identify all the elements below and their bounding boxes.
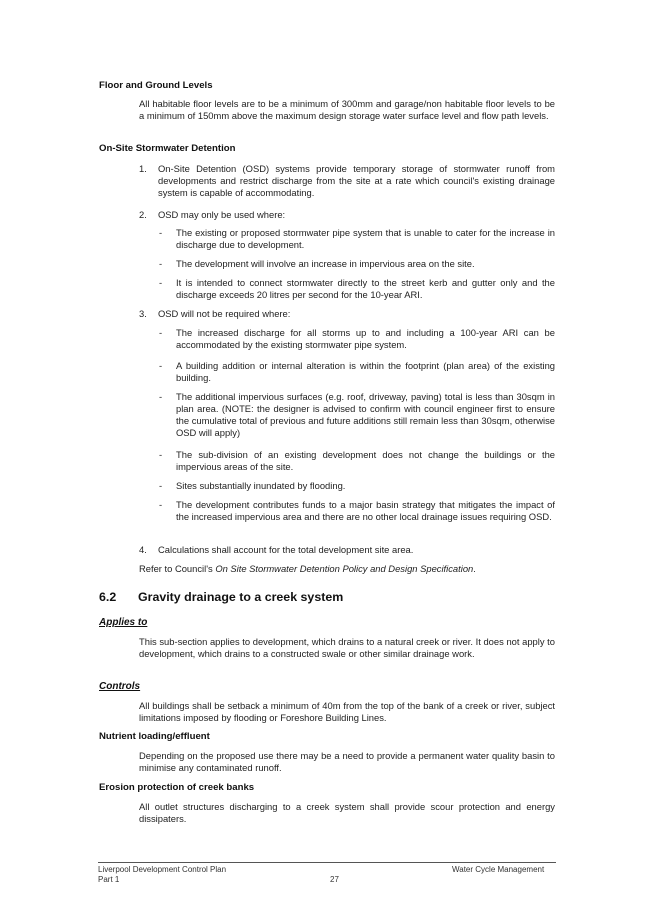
osd-reference <box>139 563 555 575</box>
osd-heading: On-Site Stormwater Detention <box>99 143 236 154</box>
osd-reference-prefix: Refer to Council's <box>139 563 216 574</box>
bullet-dash: - <box>159 360 163 371</box>
osd-item-2-text: OSD may only be used where: <box>158 209 286 220</box>
bullet-dash: - <box>159 227 163 238</box>
applies-to-text: This sub-section applies to development, which drains to a natural creek or river. It does not apply to development, which drains to a constructed swale or other similar drainage work. <box>139 636 555 659</box>
applies-to-heading: Applies to <box>99 617 148 628</box>
osd-item-2-number: 2. <box>139 209 147 220</box>
footer-chapter: Water Cycle Management <box>452 865 545 874</box>
osd-item-3-number: 3. <box>139 308 147 319</box>
bullet-dash: - <box>159 258 163 269</box>
osd-where-bullet-3: It is intended to connect stormwater directly to the street kerb and gutter only and the discharge exceeds 20 litres per second for the 10-year ARI. <box>176 277 555 300</box>
osd-item-4-number: 4. <box>139 544 147 555</box>
erosion-text: All outlet structures discharging to a creek system shall provide scour protection and energy dissipaters. <box>139 801 555 824</box>
controls-text: All buildings shall be setback a minimum of 40m from the top of the bank of a creek or river, subject limitations imposed by flooding or Foreshore Building Lines. <box>139 700 555 723</box>
nutrient-heading: Nutrient loading/effluent <box>99 731 210 742</box>
osd-not-required-bullet-6: The development contributes funds to a major basin strategy that mitigates the impact of the increased impervious area and there are no other local drainage issues requiring OSD. <box>176 499 555 522</box>
osd-not-required-bullet-5: Sites substantially inundated by flooding. <box>176 480 346 491</box>
osd-item-1-text: On-Site Detention (OSD) systems provide temporary storage of stormwater runoff from developments and restrict discharge from the site at a rate which council's existing drainage system is capable of accommodating. <box>158 163 555 198</box>
footer-part: Part 1 <box>98 875 120 884</box>
bullet-dash: - <box>159 480 163 491</box>
section-number: 6.2 <box>99 590 117 604</box>
footer-rule <box>98 862 556 863</box>
osd-not-required-bullet-2: A building addition or internal alteration is within the footprint (plan area) of the existing building. <box>176 360 555 383</box>
bullet-dash: - <box>159 499 163 510</box>
bullet-dash: - <box>159 277 163 288</box>
nutrient-text: Depending on the proposed use there may be a need to provide a permanent water quality basin to minimise any contaminated runoff. <box>139 750 555 773</box>
osd-not-required-bullet-3: The additional impervious surfaces (e.g. roof, driveway, paving) total is less than 30sqm in plan area. (NOTE: the designer is advised to confirm with council engineer first to ensure the cumulative total of previous and future additions still remain less than 30sqm, otherwise OSD will apply) <box>176 391 555 438</box>
bullet-dash: - <box>159 449 163 460</box>
section-title: Gravity drainage to a creek system <box>138 590 344 604</box>
osd-item-4-text: Calculations shall account for the total development site area. <box>158 544 414 555</box>
floor-levels-text: All habitable floor levels are to be a minimum of 300mm and garage/non habitable floor levels to be a minimum of 150mm above the maximum design storage water surface level and flow path levels. <box>139 98 555 121</box>
page-number: 27 <box>330 875 339 884</box>
osd-reference-title: On Site Stormwater Detention Policy and Design Specification <box>215 563 474 574</box>
osd-item-1-number: 1. <box>139 163 147 174</box>
bullet-dash: - <box>159 391 163 402</box>
osd-reference-suffix: . <box>473 563 476 574</box>
osd-not-required-bullet-1: The increased discharge for all storms up to and including a 100-year ARI can be accommodated by the existing stormwater pipe system. <box>176 327 555 350</box>
bullet-dash: - <box>159 327 163 338</box>
osd-where-bullet-2: The development will involve an increase in impervious area on the site. <box>176 258 475 269</box>
floor-levels-heading: Floor and Ground Levels <box>99 80 213 91</box>
osd-item-3-text: OSD will not be required where: <box>158 308 291 319</box>
osd-not-required-bullet-4: The sub-division of an existing development does not change the buildings or the impervious areas of the site. <box>176 449 555 472</box>
erosion-heading: Erosion protection of creek banks <box>99 782 255 793</box>
osd-where-bullet-1: The existing or proposed stormwater pipe system that is unable to cater for the increase in discharge due to development. <box>176 227 555 250</box>
controls-heading: Controls <box>99 681 141 692</box>
footer-document-title: Liverpool Development Control Plan <box>98 865 227 874</box>
